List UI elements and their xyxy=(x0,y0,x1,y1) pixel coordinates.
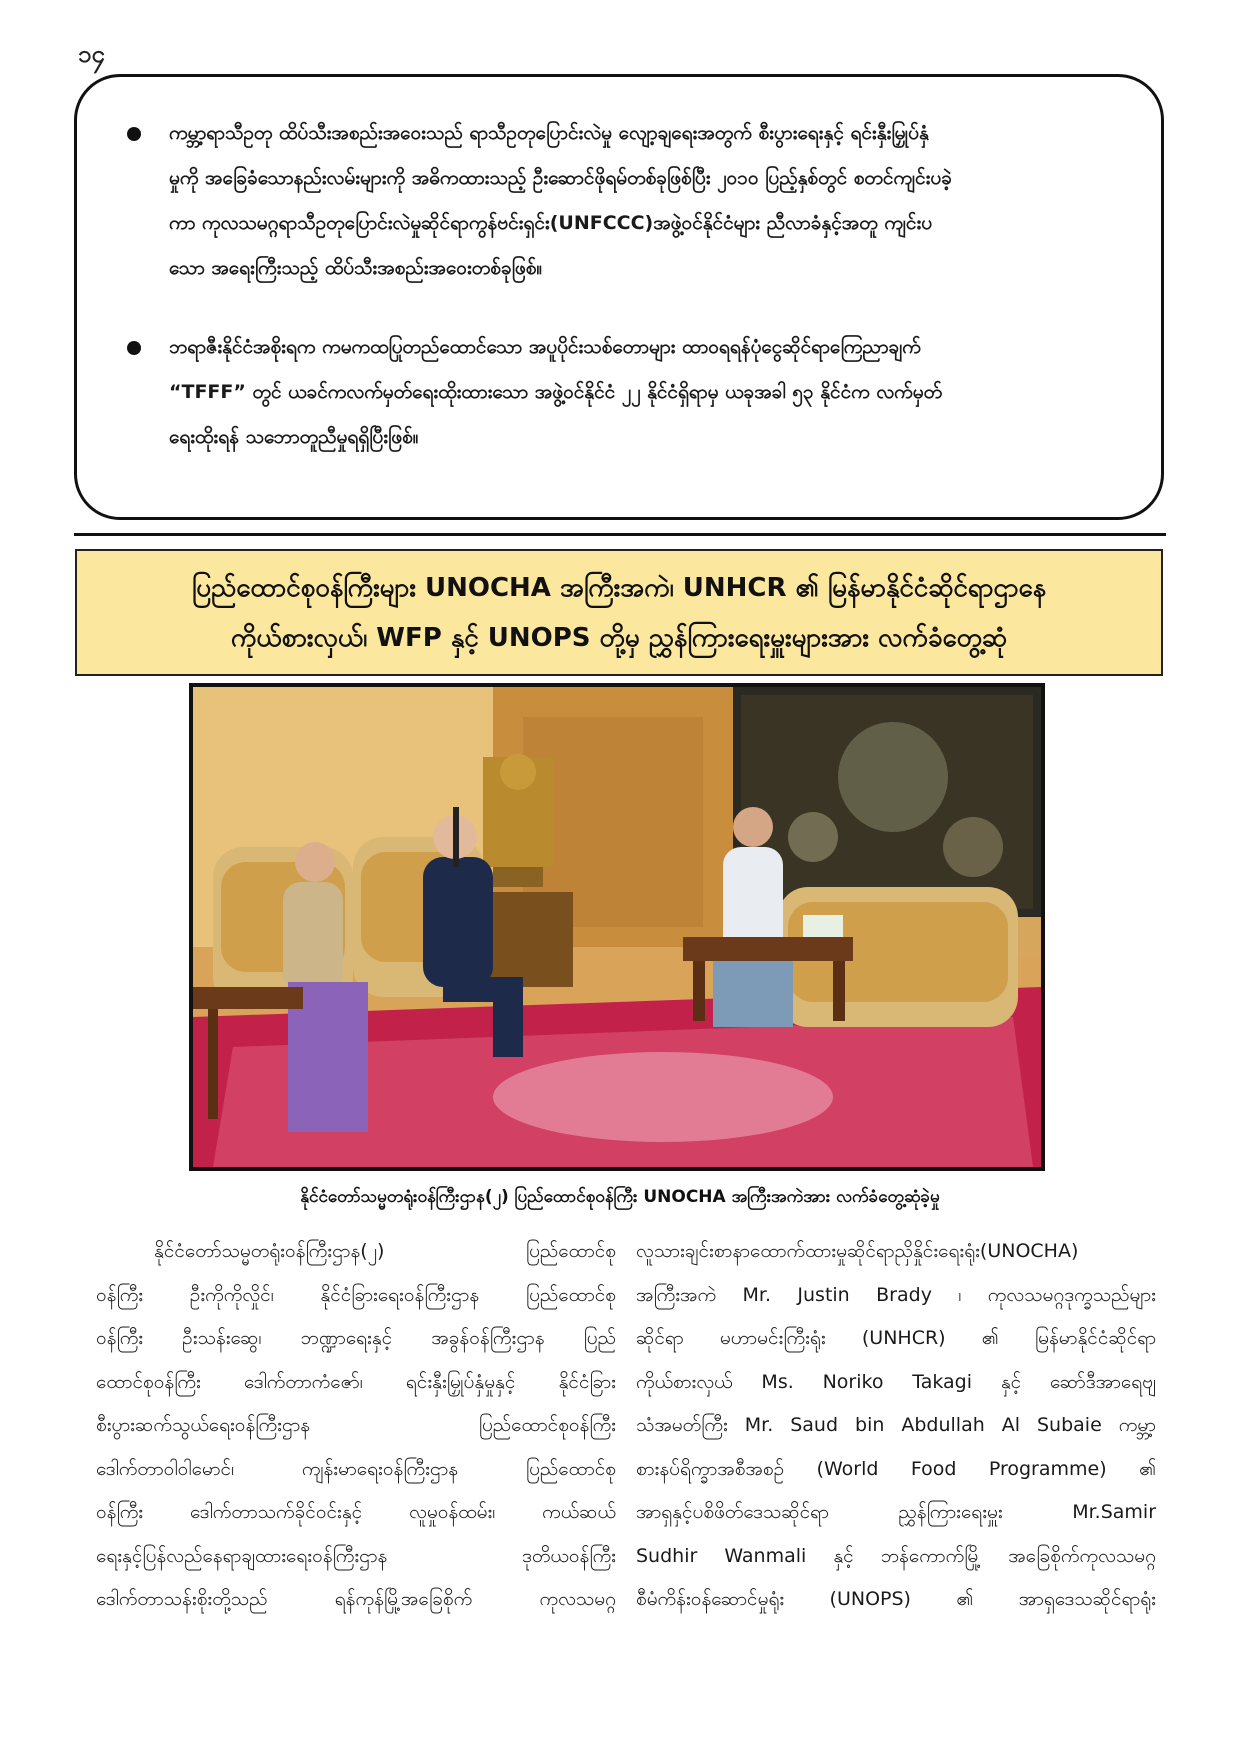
bullet-line: သော အရေးကြီးသည့် ထိပ်သီးအစည်းအဝေးတစ်ခုဖြစ်။ xyxy=(169,257,543,279)
paragraph-line: လူသားချင်းစာနာထောက်ထားမှုဆိုင်ရာညှိနှိုင်းရေးရုံး(UNOCHA) xyxy=(636,1240,1079,1262)
bullet-dot-icon xyxy=(127,341,141,355)
article-headline xyxy=(75,549,1163,676)
bullet-item-summit xyxy=(125,111,1125,291)
summary-bullet-box xyxy=(74,74,1164,520)
paragraph-line: ဝန်ကြီး ဦးကိုကိုလှိုင်၊ နိုင်ငံခြားရေးဝန်ကြီးဌာန ပြည်ထောင်စု xyxy=(96,1283,616,1306)
paragraph-line: အကြီးအကဲ Mr. Justin Brady ၊ ကုလသမဂ္ဂဒုက္ခသည်များ xyxy=(636,1283,1156,1306)
headline-line-1: ပြည်ထောင်စုဝန်ကြီးများ UNOCHA အကြီးအကဲ၊ UNHCR ၏ မြန်မာနိုင်ငံဆိုင်ရာဌာနေ xyxy=(191,572,1047,603)
paragraph-line: ဝန်ကြီး ဦးသန်းဆွေ၊ ဘဏ္ဍာရေးနှင့် အခွန်ဝန်ကြီးဌာန ပြည် xyxy=(96,1327,616,1349)
bullet-line: ကာ ကုလသမဂ္ဂရာသီဥတုပြောင်းလဲမှုဆိုင်ရာကွန်ဗင်းရှင်း(UNFCCC)အဖွဲ့ဝင်နိုင်ငံများ ညီလာခံနှင့်အတူ ကျင်းပ xyxy=(169,212,933,234)
paragraph-line: ထောင်စုဝန်ကြီး ဒေါက်တာကံဇော်၊ ရင်းနှီးမြှုပ်နှံမှုနှင့် နိုင်ငံခြား xyxy=(96,1370,616,1393)
paragraph-line: စီးပွားဆက်သွယ်ရေးဝန်ကြီးဌာန ပြည်ထောင်စုဝန်ကြီး xyxy=(96,1414,616,1436)
headline-line-2: ကိုယ်စားလှယ်၊ WFP နှင့် UNOPS တို့မှ ညွှန်ကြားရေးမှူးများအား လက်ခံတွေ့ဆုံ xyxy=(230,622,1008,653)
bullet-line: မှုကို အခြေခံသောနည်းလမ်းများကို အဓိကထားသည့် ဦးဆောင်ဖိုရမ်တစ်ခုဖြစ်ပြီး ၂၀၁၀ ပြည့်နှစ်တွင် စတင်ကျင်းပခဲ့ xyxy=(169,167,952,189)
bullet-line: “TFFF” တွင် ယခင်ကလက်မှတ်ရေးထိုးထားသော အဖွဲ့ဝင်နိုင်ငံ ၂၂ နိုင်ငံရှိရာမှ ယခုအခါ ၅၃ နိုင်ငံက လက်မှတ် xyxy=(169,381,943,403)
page-number: ၁၄ xyxy=(78,40,105,68)
paragraph-line: သံအမတ်ကြီး Mr. Saud bin Abdullah Al Subaie ကမ္ဘာ့ xyxy=(636,1414,1156,1436)
photo-caption: နိုင်ငံတော်သမ္မတရုံးဝန်ကြီးဌာန(၂) ပြည်ထောင်စုဝန်ကြီး UNOCHA အကြီးအကဲအား လက်ခံတွေ့ဆုံခဲ့မှု xyxy=(300,1187,940,1207)
paragraph-line: ဝန်ကြီး ဒေါက်တာသက်ခိုင်ဝင်းနှင့် လူမှုဝန်ထမ်း၊ ကယ်ဆယ် xyxy=(96,1501,616,1523)
article-column-right xyxy=(636,1230,1156,1622)
paragraph-line: နိုင်ငံတော်သမ္မတရုံးဝန်ကြီးဌာန(၂) ပြည်ထောင်စု xyxy=(154,1240,616,1262)
meeting-photo xyxy=(189,683,1045,1171)
paragraph-line: ဒေါက်တာသန်းစိုးတို့သည် ရန်ကုန်မြို့အခြေစိုက် ကုလသမဂ္ဂ xyxy=(96,1588,616,1610)
paragraph-line: ဒေါက်တာဝါဝါမောင်၊ ကျန်းမာရေးဝန်ကြီးဌာန ပြည်ထောင်စု xyxy=(96,1457,616,1480)
paragraph-line: စီမံကိန်းဝန်ဆောင်မှုရုံး (UNOPS) ၏ အာရှဒေသဆိုင်ရာရုံး xyxy=(636,1588,1156,1610)
article-column-left xyxy=(96,1230,616,1622)
paragraph-line: အာရှနှင့်ပစိဖိတ်ဒေသဆိုင်ရာ ညွှန်ကြားရေးမှူး Mr.Samir xyxy=(636,1501,1156,1523)
paragraph-line: စားနပ်ရိက္ခာအစီအစဉ် (World Food Programme) ၏ xyxy=(636,1457,1156,1480)
bullet-item-tfff xyxy=(125,325,1125,460)
paragraph-line: Sudhir Wanmali နှင့် ဘန်ကောက်မြို့ အခြေစိုက်ကုလသမဂ္ဂ xyxy=(636,1544,1156,1567)
paragraph-line: ဆိုင်ရာ မဟာမင်းကြီးရုံး (UNHCR) ၏ မြန်မာနိုင်ငံဆိုင်ရာ xyxy=(636,1327,1156,1349)
bullet-dot-icon xyxy=(127,127,141,141)
paragraph-line: ရေးနှင့်ပြန်လည်နေရာချထားရေးဝန်ကြီးဌာန ဒုတိယဝန်ကြီး xyxy=(96,1544,616,1567)
bullet-line: ကမ္ဘာ့ရာသီဥတု ထိပ်သီးအစည်းအဝေးသည် ရာသီဥတုပြောင်းလဲမှု လျော့ချရေးအတွက် စီးပွားရေးနှင့် ရင်းနှီးမြှုပ်နှံ xyxy=(169,122,929,144)
bullet-line: ဘရာဇီးနိုင်ငံအစိုးရက ကမကထပြုတည်ထောင်သော အပူပိုင်းသစ်တောများ ထာဝရရန်ပုံငွေဆိုင်ရာကြေညာချက် xyxy=(169,336,921,358)
section-divider xyxy=(74,533,1166,536)
bullet-line: ရေးထိုးရန် သဘောတူညီမှုရရှိပြီးဖြစ်။ xyxy=(169,426,419,448)
paragraph-line: ကိုယ်စားလှယ် Ms. Noriko Takagi နှင့် ဆော်ဒီအာရေဗျ xyxy=(636,1370,1156,1393)
